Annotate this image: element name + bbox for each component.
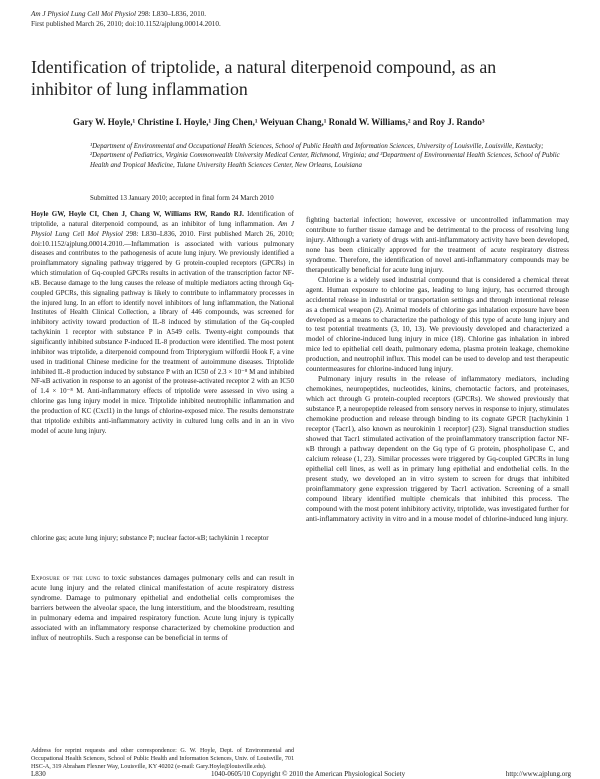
abstract-journal: Am J Physiol Lung Cell Mol Physiol <box>31 219 294 238</box>
affiliations: ¹Department of Environmental and Occupational Health Sciences, School of Public Health and Information Sciences, University of Louisville, Louisville, Kentucky; ²Department of Pediatrics, Virginia Commonwealth University Medical Center, Richmond, Virginia; and ³Department of Environmental Health Sciences, School of Public Health and Tropical Medicine, Tulane University Health Sciences Center, New Orleans, Louisiana <box>90 143 560 169</box>
journal-header <box>31 10 221 29</box>
page-number: L830 <box>31 770 46 778</box>
intro-body: to toxic substances damages pulmonary cells and can result in acute lung injury and the related clinical manifestation of acute respiratory distress syndrome. Damage to pulmonary epithelial and endothelial cells compromises the barriers between the alveolar space, the lung interstitium, and the bloodstream, resulting in pulmonary edema and impaired respiratory function. Acute lung injury is typically associated with an inflammatory response characterized by chemokine production and influx of neutrophils. Such a response can be beneficial in terms of <box>31 573 294 642</box>
abstract-body: 298: L830–L836, 2010. First published March 26, 2010; doi:10.1152/ajplung.00014.2010.—Inflammation is associated with various pulmonary diseases and contributes to the pathogenesis of acute lung injury. We previously identified a proinflammatory signaling pathway triggered by G protein-coupled receptors (GPCRs) in which stimulation of Gq-coupled GPCRs results in activation of the transcription factor NF-κB. Because damage to the lung causes the release of multiple mediators acting through Gq-coupled GPCRs, this signaling pathway is likely to contribute to inflammatory processes in the injured lung. In an effort to identify novel inhibitors of lung inflammation, the National Institutes of Health Clinical Collection, a library of 446 compounds, was screened for inhibitory activity toward production of IL-8 induced by stimulation of the Gq-coupled tachykinin 1 receptor with substance P in A549 cells. Twenty-eight compounds that significantly inhibited substance P-induced IL-8 production were identified. The most potent inhibitor was triptolide, a diterpenoid compound from Tripterygium wilfordii Hook F, a vine used in traditional Chinese medicine for the treatment of autoimmune diseases. Triptolide inhibited IL-8 production induced by substance P with an IC50 of 2.3 × 10⁻⁸ M and inhibited NF-κB activation in response to an agonist of the protease-activated receptor 2 with an IC50 of 1.4 × 10⁻⁸ M. Anti-inflammatory effects of triptolide were assessed in vivo using a chlorine gas lung injury model in mice. Triptolide inhibited neutrophilic inflammation and the production of KC (Cxcl1) in the lungs of chlorine-exposed mice. The results demonstrate that triptolide exhibits anti-inflammatory activity in cultured lung cells and in an in vivo model of acute lung injury. <box>31 229 294 435</box>
keywords: chlorine gas; acute lung injury; substance P; nuclear factor-κB; tachykinin 1 receptor <box>31 534 269 542</box>
author-list: Gary W. Hoyle,¹ Christine I. Hoyle,¹ Jing Chen,¹ Weiyuan Chang,¹ Ronald W. Williams,² and Roy J. Rando³ <box>73 117 485 127</box>
body-paragraph: fighting bacterial infection; however, excessive or uncontrolled inflammation may contribute to further tissue damage and be detrimental to the process of resolving lung injury. Although a variety of drugs with anti-inflammatory activity have been developed, none has been clinically approved for the treatment of acute respiratory distress syndrome. Therefore, the identification of novel anti-inflammatory compounds may be therapeutically beneficial for acute lung injury. <box>306 215 569 274</box>
right-column <box>306 215 569 524</box>
article-title: Identification of triptolide, a natural diterpenoid compound, as an inhibitor of lung inflammation <box>31 57 497 99</box>
first-published: First published March 26, 2010; doi:10.1152/ajplung.00014.2010. <box>31 19 221 28</box>
intro-lead: Exposure of the lung <box>31 573 101 582</box>
body-paragraph: Chlorine is a widely used industrial compound that is considered a chemical threat agent. Human exposure to chlorine gas, leading to lung injury, has occurred through accidental release in industrial or transportation settings and through intentional release as a chemical weapon (2). Animal models of chlorine gas inhalation exposure have been developed as a means to characterize the pathology of this type of acute lung injury and to test potential treatments (3, 10, 13). We previously developed and characterized a model of chlorine-induced lung injury in mice (18). Chlorine gas inhalation in inbred mice led to epithelial cell death, pulmonary edema, plasma protein leakage, chemokine production, and neutrophil influx. This model can be used to develop and test therapeutic countermeasures for chlorine-induced lung injury. <box>306 274 569 374</box>
introduction-text <box>31 573 294 643</box>
body-paragraph: Pulmonary injury results in the release of inflammatory mediators, including chemokines, neuropeptides, nucleotides, kinins, chemotactic factors, and proteinases, which act through G protein-coupled receptors (GPCRs). We showed previously that substance P, a neuropeptide released from sensory nerves in response to injury, stimulates chemokine production and release through binding to its cognate GPCR [tachykinin 1 receptor (Tacr1), also known as neurokinin 1 receptor] (23). Signal transduction studies showed that Tacr1 stimulated activation of the proinflammatory transcription factor NF-κB through a pathway dependent on the Gq type of G protein, phospholipase C, and calcium release (1, 23). Similar processes were triggered by Gq-coupled GPCRs in lung epithelial cell lines, as well as in primary lung epithelial and endothelial cells. In the present study, we developed an in vitro system to screen for drugs that inhibited proinflammatory gene expression triggered by Tacr1 activation. Screening of a small compound library identified multiple chemicals that inhibited this process. The compound with the most potent inhibitory activity, triptolide, was investigated further for anti-inflammatory activity in vitro and in a mouse model of chlorine-induced lung injury. <box>306 374 570 523</box>
abstract-title: Identification of triptolide, a natural diterpenoid compound, as an inhibitor of lung inflammation. <box>31 210 294 228</box>
submission-dates: Submitted 13 January 2010; accepted in final form 24 March 2010 <box>90 195 274 202</box>
correspondence-footnote: Address for reprint requests and other correspondence: G. W. Hoyle, Dept. of Environmental and Occupational Health Sciences, School of Public Health and Information Sciences, Univ. of Louisville, 701 HSC-A, 319 Abraham Flexner Way, Louisville, KY 40202 (e-mail: Gary.Hoyle@louisville.edu). <box>31 748 294 771</box>
abstract-authors: Hoyle GW, Hoyle CI, Chen J, Chang W, Williams RW, Rando RJ. <box>31 210 244 218</box>
journal-url[interactable]: http://www.ajplung.org <box>505 770 571 778</box>
abstract <box>31 210 294 436</box>
journal-citation: Am J Physiol Lung Cell Mol Physiol 298: L830–L836, 2010. <box>31 10 207 18</box>
copyright-line: 1040-0605/10 Copyright © 2010 the American Physiological Society <box>211 770 406 778</box>
